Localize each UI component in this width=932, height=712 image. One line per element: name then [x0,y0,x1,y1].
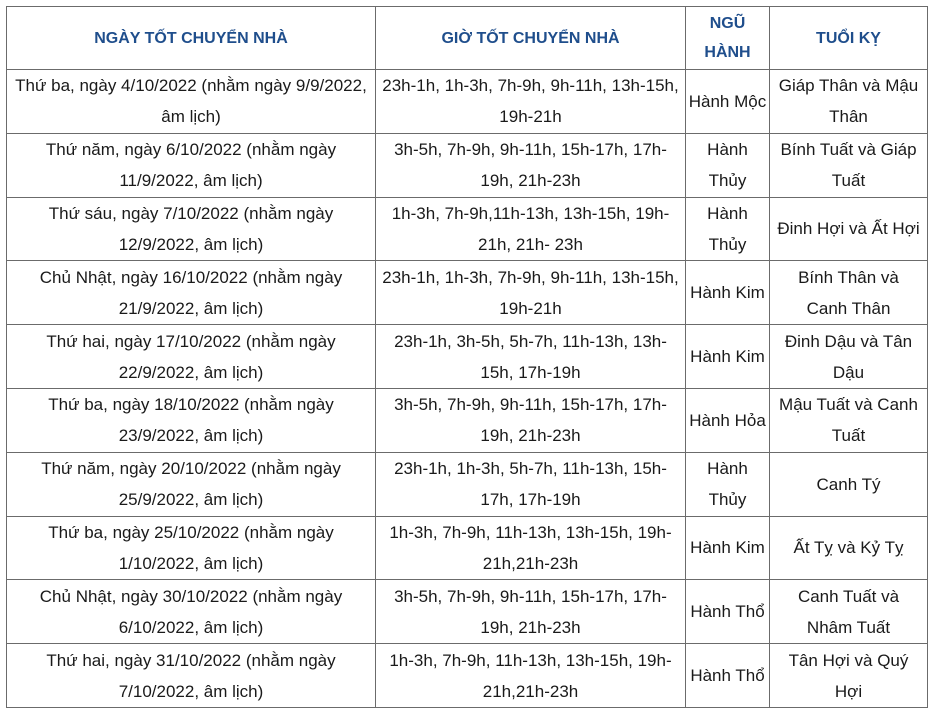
header-good-days: NGÀY TỐT CHUYỂN NHÀ [7,7,376,70]
avoid-cell: Đinh Hợi và Ất Hợi [770,197,928,261]
table-row [7,516,928,580]
avoid-cell: Ất Tỵ và Kỷ Tỵ [770,516,928,580]
date-cell: Thứ năm, ngày 20/10/2022 (nhằm ngày 25/9/2022, âm lịch) [7,452,376,516]
element-cell: Hành Kim [686,325,770,389]
hours-cell: 3h-5h, 7h-9h, 9h-11h, 15h-17h, 17h-19h, 21h-23h [376,388,686,452]
date-cell: Chủ Nhật, ngày 30/10/2022 (nhằm ngày 6/10/2022, âm lịch) [7,580,376,644]
avoid-cell: Bính Thân và Canh Thân [770,261,928,325]
table-row [7,261,928,325]
element-cell: Hành Thủy [686,197,770,261]
table-row [7,197,928,261]
hours-cell: 23h-1h, 1h-3h, 7h-9h, 9h-11h, 13h-15h, 19h-21h [376,261,686,325]
table-row [7,580,928,644]
date-cell: Thứ hai, ngày 17/10/2022 (nhằm ngày 22/9/2022, âm lịch) [7,325,376,389]
table-row [7,644,928,708]
element-cell: Hành Thủy [686,133,770,197]
hours-cell: 1h-3h, 7h-9h, 11h-13h, 13h-15h, 19h-21h,21h-23h [376,516,686,580]
table-row [7,452,928,516]
table-row [7,70,928,134]
header-conflicting-ages: TUỔI KỴ [770,7,928,70]
date-cell: Thứ hai, ngày 31/10/2022 (nhằm ngày 7/10/2022, âm lịch) [7,644,376,708]
table-row [7,388,928,452]
avoid-cell: Giáp Thân và Mậu Thân [770,70,928,134]
avoid-cell: Mậu Tuất và Canh Tuất [770,388,928,452]
date-cell: Thứ sáu, ngày 7/10/2022 (nhằm ngày 12/9/2022, âm lịch) [7,197,376,261]
avoid-cell: Đinh Dậu và Tân Dậu [770,325,928,389]
date-cell: Thứ ba, ngày 18/10/2022 (nhằm ngày 23/9/2022, âm lịch) [7,388,376,452]
table-row [7,325,928,389]
element-cell: Hành Kim [686,516,770,580]
element-cell: Hành Kim [686,261,770,325]
hours-cell: 3h-5h, 7h-9h, 9h-11h, 15h-17h, 17h-19h, 21h-23h [376,580,686,644]
date-cell: Chủ Nhật, ngày 16/10/2022 (nhằm ngày 21/9/2022, âm lịch) [7,261,376,325]
hours-cell: 3h-5h, 7h-9h, 9h-11h, 15h-17h, 17h-19h, 21h-23h [376,133,686,197]
element-cell: Hành Hỏa [686,388,770,452]
hours-cell: 23h-1h, 1h-3h, 5h-7h, 11h-13h, 15h-17h, 17h-19h [376,452,686,516]
avoid-cell: Canh Tuất và Nhâm Tuất [770,580,928,644]
element-cell: Hành Thổ [686,580,770,644]
avoid-cell: Canh Tý [770,452,928,516]
table-wrapper [6,6,928,708]
table-header-row [7,7,928,70]
moving-days-table [6,6,928,708]
element-cell: Hành Mộc [686,70,770,134]
date-cell: Thứ ba, ngày 4/10/2022 (nhằm ngày 9/9/2022, âm lịch) [7,70,376,134]
element-cell: Hành Thổ [686,644,770,708]
avoid-cell: Bính Tuất và Giáp Tuất [770,133,928,197]
table-row [7,133,928,197]
header-good-hours: GIỜ TỐT CHUYỂN NHÀ [376,7,686,70]
date-cell: Thứ ba, ngày 25/10/2022 (nhằm ngày 1/10/2022, âm lịch) [7,516,376,580]
date-cell: Thứ năm, ngày 6/10/2022 (nhằm ngày 11/9/2022, âm lịch) [7,133,376,197]
element-cell: Hành Thủy [686,452,770,516]
header-five-elements: NGŨ HÀNH [686,7,770,70]
avoid-cell: Tân Hợi và Quý Hợi [770,644,928,708]
hours-cell: 23h-1h, 1h-3h, 7h-9h, 9h-11h, 13h-15h, 19h-21h [376,70,686,134]
hours-cell: 1h-3h, 7h-9h,11h-13h, 13h-15h, 19h-21h, 21h- 23h [376,197,686,261]
hours-cell: 23h-1h, 3h-5h, 5h-7h, 11h-13h, 13h-15h, 17h-19h [376,325,686,389]
hours-cell: 1h-3h, 7h-9h, 11h-13h, 13h-15h, 19h-21h,21h-23h [376,644,686,708]
